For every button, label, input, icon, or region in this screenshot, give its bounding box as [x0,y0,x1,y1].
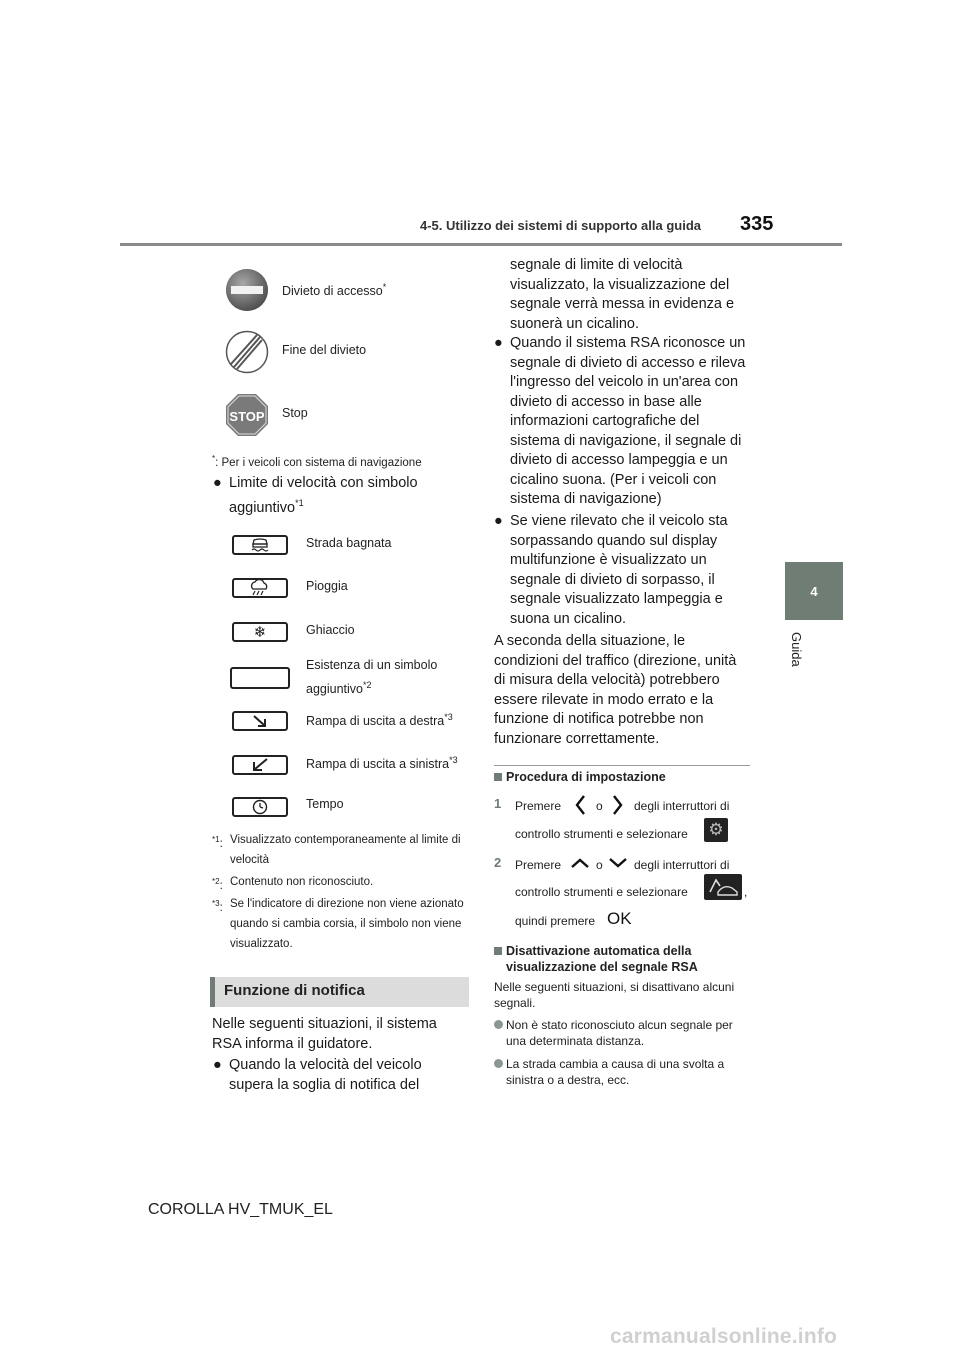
vehicle-settings-icon [704,874,742,905]
deactivation-item-1: Non è stato riconosciuto alcun segnale per una determinata distanza. [494,1017,750,1049]
deactivation-intro: Nelle seguenti situazioni, si disattivano alcuni segnali. [494,980,735,1010]
chapter-label: Guida [789,632,804,667]
step2-text-c: controllo strumenti e selezionare [515,885,688,899]
bullet-speed-exceeded: ● Quando la velocità del veicolo supera la soglia di notifica del [213,1057,422,1093]
wet-road-icon [232,535,288,555]
chevron-up-icon [570,856,590,874]
ok-button-icon: OK [607,909,632,928]
step2-text-d: quindi premere [515,914,596,928]
chapter-label-wrap [782,632,842,682]
end-of-restriction-sign-icon [225,330,269,379]
step1-or: o [596,799,603,813]
chevron-down-icon [608,856,628,874]
step2-comma: , [744,885,748,899]
footer-model: COROLLA HV_TMUK_EL [148,1201,333,1218]
section-title: 4-5. Utilizzo dei sistemi di supporto alla guida [420,218,701,233]
step2-or: o [596,858,603,872]
rain-icon [232,578,288,598]
bullet-speed-limit: ● Limite di velocità con simbolo aggiuntivo$^{*1}$ [213,475,418,516]
procedure-step-1: 1 Premere [494,796,562,813]
stop-sign-icon [225,393,269,442]
bullet-no-entry: ● Quando il sistema RSA riconosce un segnale di divieto di accesso e rileva l'ingresso del veicolo in un'area con divieto di accesso in base alle informazioni cartografiche del sistema di navigazione, il segnale di divieto di accesso lampeggia e un cicalino suona. (Per i veicoli con sistema di navigazione) [494,335,746,507]
divider [494,765,750,766]
settings-gear-icon: ⚙ [704,818,728,842]
notice-paragraph: A seconda della situazione, le condizioni del traffico (direzione, unità di misura della velocità) potrebbero essere rilevate in modo errato e la funzione di notifica potrebbe non funzionare correttamente. [494,633,737,747]
watermark: carmanualsonline.info [610,1325,838,1348]
footnote-2: $^{*2}$: Contenuto non riconosciuto. [212,876,374,892]
svg-text:STOP: STOP [229,409,265,424]
procedure-title: Procedura di impostazione [494,770,666,784]
deactivation-item-2: La strada cambia a causa di una svolta a sinistra o a destra, ecc. [494,1056,750,1088]
sign-label-no-entry: Divieto di accesso* [282,282,387,299]
panel-label-rain: Pioggia [306,579,348,593]
procedure-step-2: 2 [494,855,502,870]
panel-label-time: Tempo [306,797,344,811]
no-entry-sign-icon [225,268,269,317]
step1-text-b: degli interruttori di [634,799,730,813]
sign-label-end: Fine del divieto [282,343,367,357]
panel-label-exit-left: Rampa di uscita a sinistra$^{*3}$ [306,755,458,772]
panel-label-ice: Ghiaccio [306,623,355,637]
sign-label-stop: Stop [282,406,308,420]
step1-text-c: controllo strumenti e selezionare [515,827,688,841]
bullet-speed-continued: segnale di limite di velocità visualizzato, la visualizzazione del segnale verrà messa in evidenza e suonerà un cicalino. [510,257,735,332]
header-rule [120,243,842,246]
ice-icon: ❄ [232,622,288,642]
chapter-tab [785,562,843,620]
exit-left-arrow-icon [232,755,288,775]
footnote-1: $^{*1}$: Visualizzato contemporaneamente al limite di velocità [212,834,461,866]
chevron-right-icon [612,794,624,821]
step2-text-a: Premere [515,858,562,872]
chevron-left-icon [574,794,586,821]
bullet-overtaking: ● Se viene rilevato che il veicolo sta sorpassando quando sul display multifunzione è visualizzato un segnale di divieto di sorpasso, il segnale visualizzato lampeggia e suona un cicalino. [494,513,728,627]
footnote-3: $^{*3}$: Se l'indicatore di direzione non viene azionato quando si cambia corsia, il simbolo non viene visualizzato. [212,898,464,950]
panel-label-unknown: Esistenza di un simbolo aggiuntivo$^{*2}$ [306,658,438,697]
page-number: 335 [740,213,774,235]
chapter-number: 4 [810,583,818,599]
exit-right-arrow-icon [232,711,288,731]
panel-label-exit-right: Rampa di uscita a destra$^{*3}$ [306,712,453,729]
notifica-intro: Nelle seguenti situazioni, il sistema RSA informa il guidatore. [212,1016,437,1052]
unknown-symbol-icon [230,667,290,689]
deactivation-title: Disattivazione automatica della visualizzazione del segnale RSA [494,943,750,975]
clock-icon [232,797,288,817]
step2-text-b: degli interruttori di [634,858,730,872]
section-header-notifica: Funzione di notifica [210,977,469,1007]
footnote-navigation: *: Per i veicoli con sistema di navigazione [212,454,422,469]
panel-label-wet: Strada bagnata [306,536,392,550]
